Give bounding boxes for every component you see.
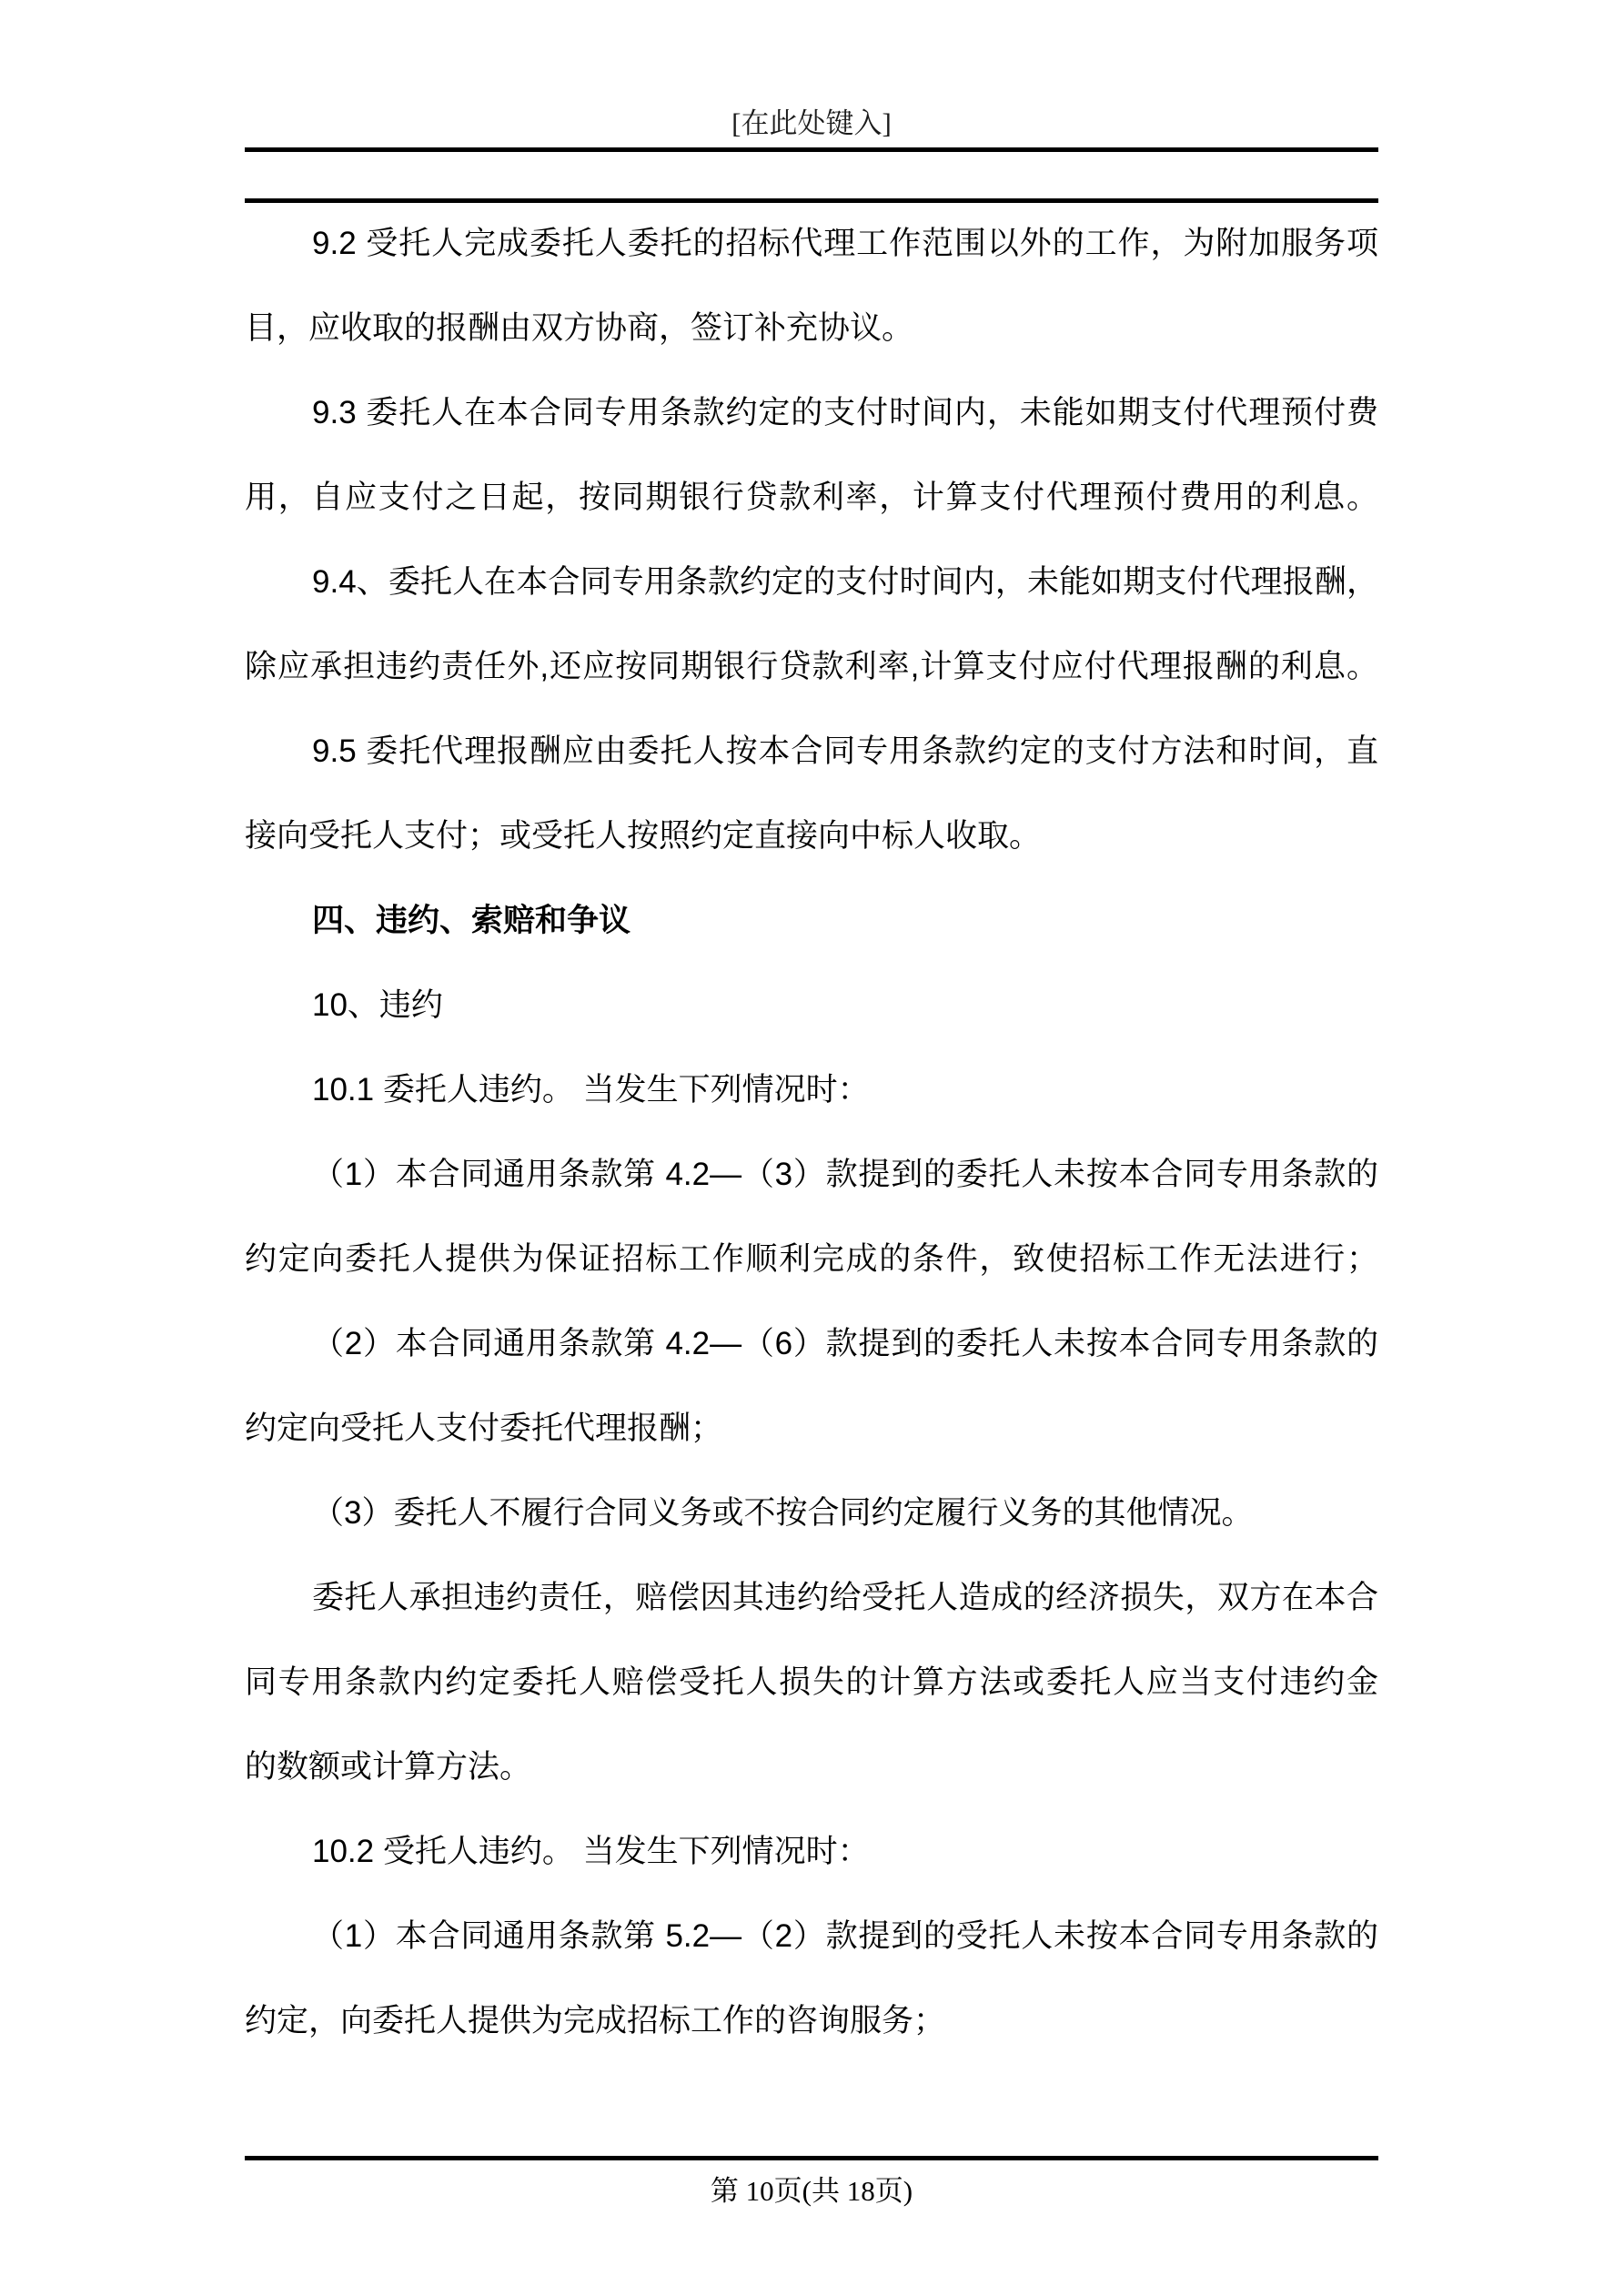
text-line: （1）本合同通用条款第 5.2—（2）款提到的受托人未按本合同专用条款的 (312, 1918, 1378, 1954)
text-line: 约定向委托人提供为保证招标工作顺利完成的条件，致使招标工作无法进行； (245, 1241, 1378, 1277)
text-line: 的数额或计算方法。 (245, 1749, 532, 1785)
text-line: （3）委托人不履行合同义务或不按合同约定履行义务的其他情况。 (312, 1495, 1254, 1531)
body-text (245, 201, 1378, 2063)
text-line: 用，自应支付之日起，按同期银行贷款利率，计算支付代理预付费用的利息。 (245, 480, 1378, 515)
text-line: 10.2 受托人违约。 当发生下列情况时： (312, 1834, 870, 1869)
text-line: （2）本合同通用条款第 4.2—（6）款提到的委托人未按本合同专用条款的 (312, 1326, 1378, 1361)
text-line: 同专用条款内约定委托人赔偿受托人损失的计算方法或委托人应当支付违约金 (245, 1664, 1378, 1700)
text-line: 10.1 委托人违约。 当发生下列情况时： (312, 1072, 870, 1108)
text-line: 接向受托人支付；或受托人按照约定直接向中标人收取。 (245, 818, 1042, 854)
text-line: 除应承担违约责任外,还应按同期银行贷款利率,计算支付应付代理报酬的利息。 (245, 649, 1378, 684)
text-line: 约定，向委托人提供为完成招标工作的咨询服务； (245, 2003, 946, 2038)
text-line: 目，应收取的报酬由双方协商，签订补充协议。 (245, 310, 914, 346)
footer-rule (245, 2156, 1378, 2160)
text-line: 10、违约 (312, 987, 443, 1023)
text-line: 约定向受托人支付委托代理报酬； (245, 1411, 723, 1446)
text-line: 四、违约、索赔和争议 (312, 903, 631, 938)
text-line: 委托人承担违约责任，赔偿因其违约给受托人造成的经济损失，双方在本合 (312, 1580, 1378, 1615)
text-line: 9.4、委托人在本合同专用条款约定的支付时间内，未能如期支付代理报酬， (312, 564, 1378, 600)
header-rule-top (245, 147, 1378, 152)
text-line: （1）本合同通用条款第 4.2—（3）款提到的委托人未按本合同专用条款的 (312, 1157, 1378, 1192)
header-placeholder-text: [在此处键入] (731, 107, 892, 139)
page-number: 第 10页(共 18页) (710, 2175, 913, 2207)
text-line: 9.5 委托代理报酬应由委托人按本合同专用条款约定的支付方法和时间，直 (312, 733, 1378, 769)
text-line: 9.3 委托人在本合同专用条款约定的支付时间内，未能如期支付代理预付费 (312, 395, 1378, 430)
text-line: 9.2 受托人完成委托人委托的招标代理工作范围以外的工作，为附加服务项 (312, 226, 1378, 261)
